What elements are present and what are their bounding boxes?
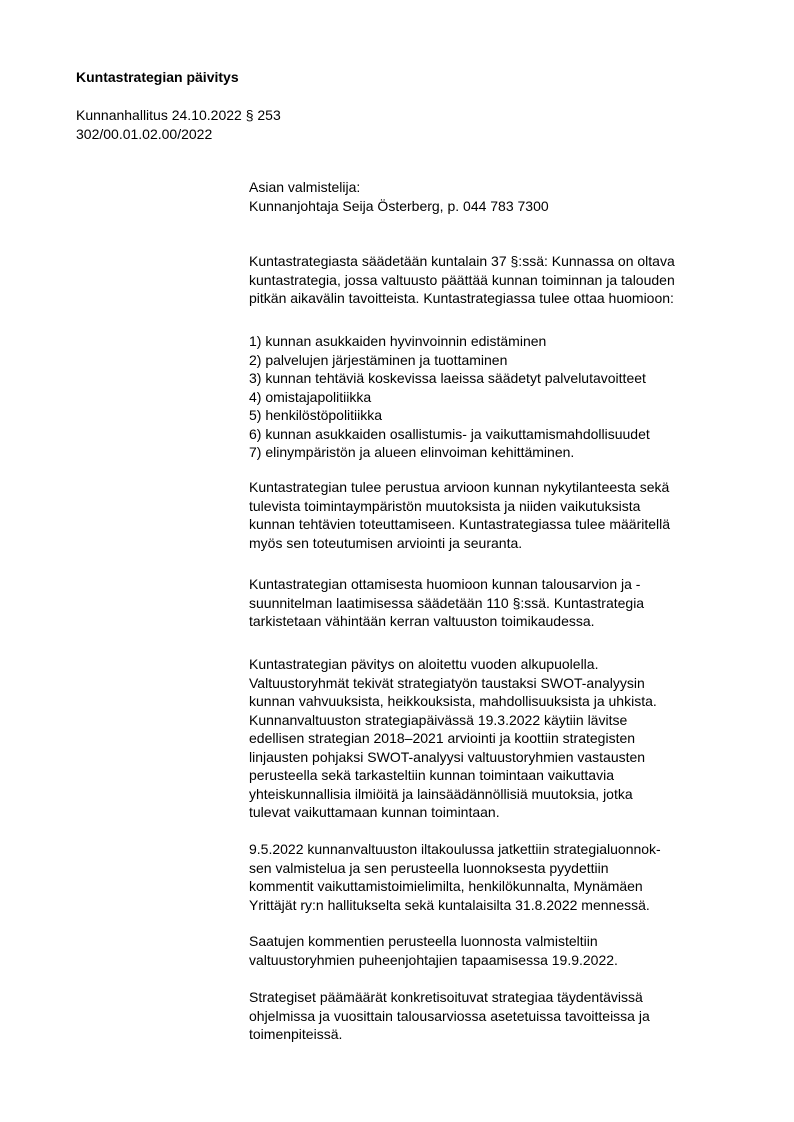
list-item: 1) kunnan asukkaiden hyvinvoinnin edistäminen [249,333,547,349]
text-line: kunnan tehtävien toteuttamiseen. Kuntastrategiassa tulee määritellä [249,516,671,532]
list-item: 6) kunnan asukkaiden osallistumis- ja vaikuttamismahdollisuudet [249,425,650,442]
text-line: linjausten pohjaksi SWOT-analyysi valtuustoryhmien vastausten [249,748,646,765]
text-line: tarkistetaan vähintään kerran valtuuston toimikaudessa. [249,613,595,629]
list-item: 4) omistajapolitiikka [249,388,372,405]
text-line: pitkän aikavälin tavoitteista. Kuntastrategiassa tulee ottaa huomioon: [249,290,674,306]
text-line: myös sen toteutumisen arviointi ja seuranta. [249,534,523,551]
text-line: Kuntastrategian ottamisesta huomioon kunnan talousarvion ja - [249,576,641,592]
text-line: Kunnanvaltuuston strategiapäivässä 19.3.2022 käytiin lävitse [249,711,628,728]
text-line: kommentit vaikuttamistoimielimilta, henkilökunnalta, Mynämäen [249,878,643,894]
text-line: Kuntastrategian pävitys on aloitettu vuoden alkupuolella. [249,656,599,672]
text-line: valtuustoryhmien puheenjohtajien tapaamisessa 19.9.2022. [249,951,618,968]
text-line: perusteella sekä tarkasteltiin kunnan toimintaan vaikuttavia [249,767,614,783]
meeting-line: Kunnanhallitus 24.10.2022 § 253 [76,107,281,123]
paragraph [249,252,675,308]
record-number: 302/00.01.02.00/2022 [76,125,213,142]
text-line: tulevista toimintaympäristön muutoksista ja niiden vaikutuksista [249,497,641,514]
paragraph [249,575,644,631]
paragraph [249,840,661,914]
list-item: 7) elinympäristön ja alueen elinvoiman kehittäminen. [249,444,575,460]
text-line: ohjelmissa ja vuosittain talousarviossa asetetuissa tavoitteissa ja [249,1007,650,1024]
text-line: toimenpiteissä. [249,1026,343,1042]
text-line: kunnan vahvuuksista, heikkouksista, mahdollisuuksista ja uhkista. [249,693,657,709]
preparer-label: Asian valmistelija: [249,179,361,195]
text-line: edellisen strategian 2018–2021 arviointi ja koottiin strategisten [249,730,636,746]
preparer-info [249,178,549,215]
paragraph [249,478,670,552]
text-line: Strategiset päämäärät konkretisoituvat strategiaa täydentävissä [249,989,643,1005]
paragraph [249,655,657,822]
text-line: sen valmistelua ja sen perusteella luonnoksesta pyydettiin [249,859,609,876]
text-line: Kuntastrategian tulee perustua arvioon kunnan nykytilanteesta sekä [249,479,670,495]
document-title [76,68,239,87]
paragraph [249,988,650,1044]
list-item: 2) palvelujen järjestäminen ja tuottaminen [249,351,508,368]
meeting-info [76,106,281,143]
text-line: yhteiskunnallisia ilmiöitä ja lainsäädännöllisiä muutoksia, jotka [249,785,633,802]
text-line: Kuntastrategiasta säädetään kuntalain 37 §:ssä: Kunnassa on oltava [249,253,675,269]
list-item: 3) kunnan tehtäviä koskevissa laeissa säädetyt palvelutavoitteet [249,370,646,386]
preparer-name: Kunnanjohtaja Seija Österberg, p. 044 783 7300 [249,197,549,214]
text-line: Saatujen kommentien perusteella luonnosta valmisteltiin [249,933,598,949]
text-line: kuntastrategia, jossa valtuusto päättää kunnan toiminnan ja talouden [249,271,675,288]
text-line: Valtuustoryhmät tekivät strategiatyön taustaksi SWOT-analyysin [249,674,645,691]
text-line: Yrittäjät ry:n hallitukselta sekä kuntalaisilta 31.8.2022 mennessä. [249,896,650,913]
paragraph [249,932,618,969]
text-line: 9.5.2022 kunnanvaltuuston iltakoulussa jatkettiin strategialuonnok- [249,841,661,857]
text-line: tulevat vaikuttamaan kunnan toimintaan. [249,804,500,820]
numbered-list [249,332,650,462]
text-line: suunnitelman laatimisessa säädetään 110 §:ssä. Kuntastrategia [249,594,645,611]
title-text: Kuntastrategian päivitys [76,69,239,85]
list-item: 5) henkilöstöpolitiikka [249,407,383,423]
